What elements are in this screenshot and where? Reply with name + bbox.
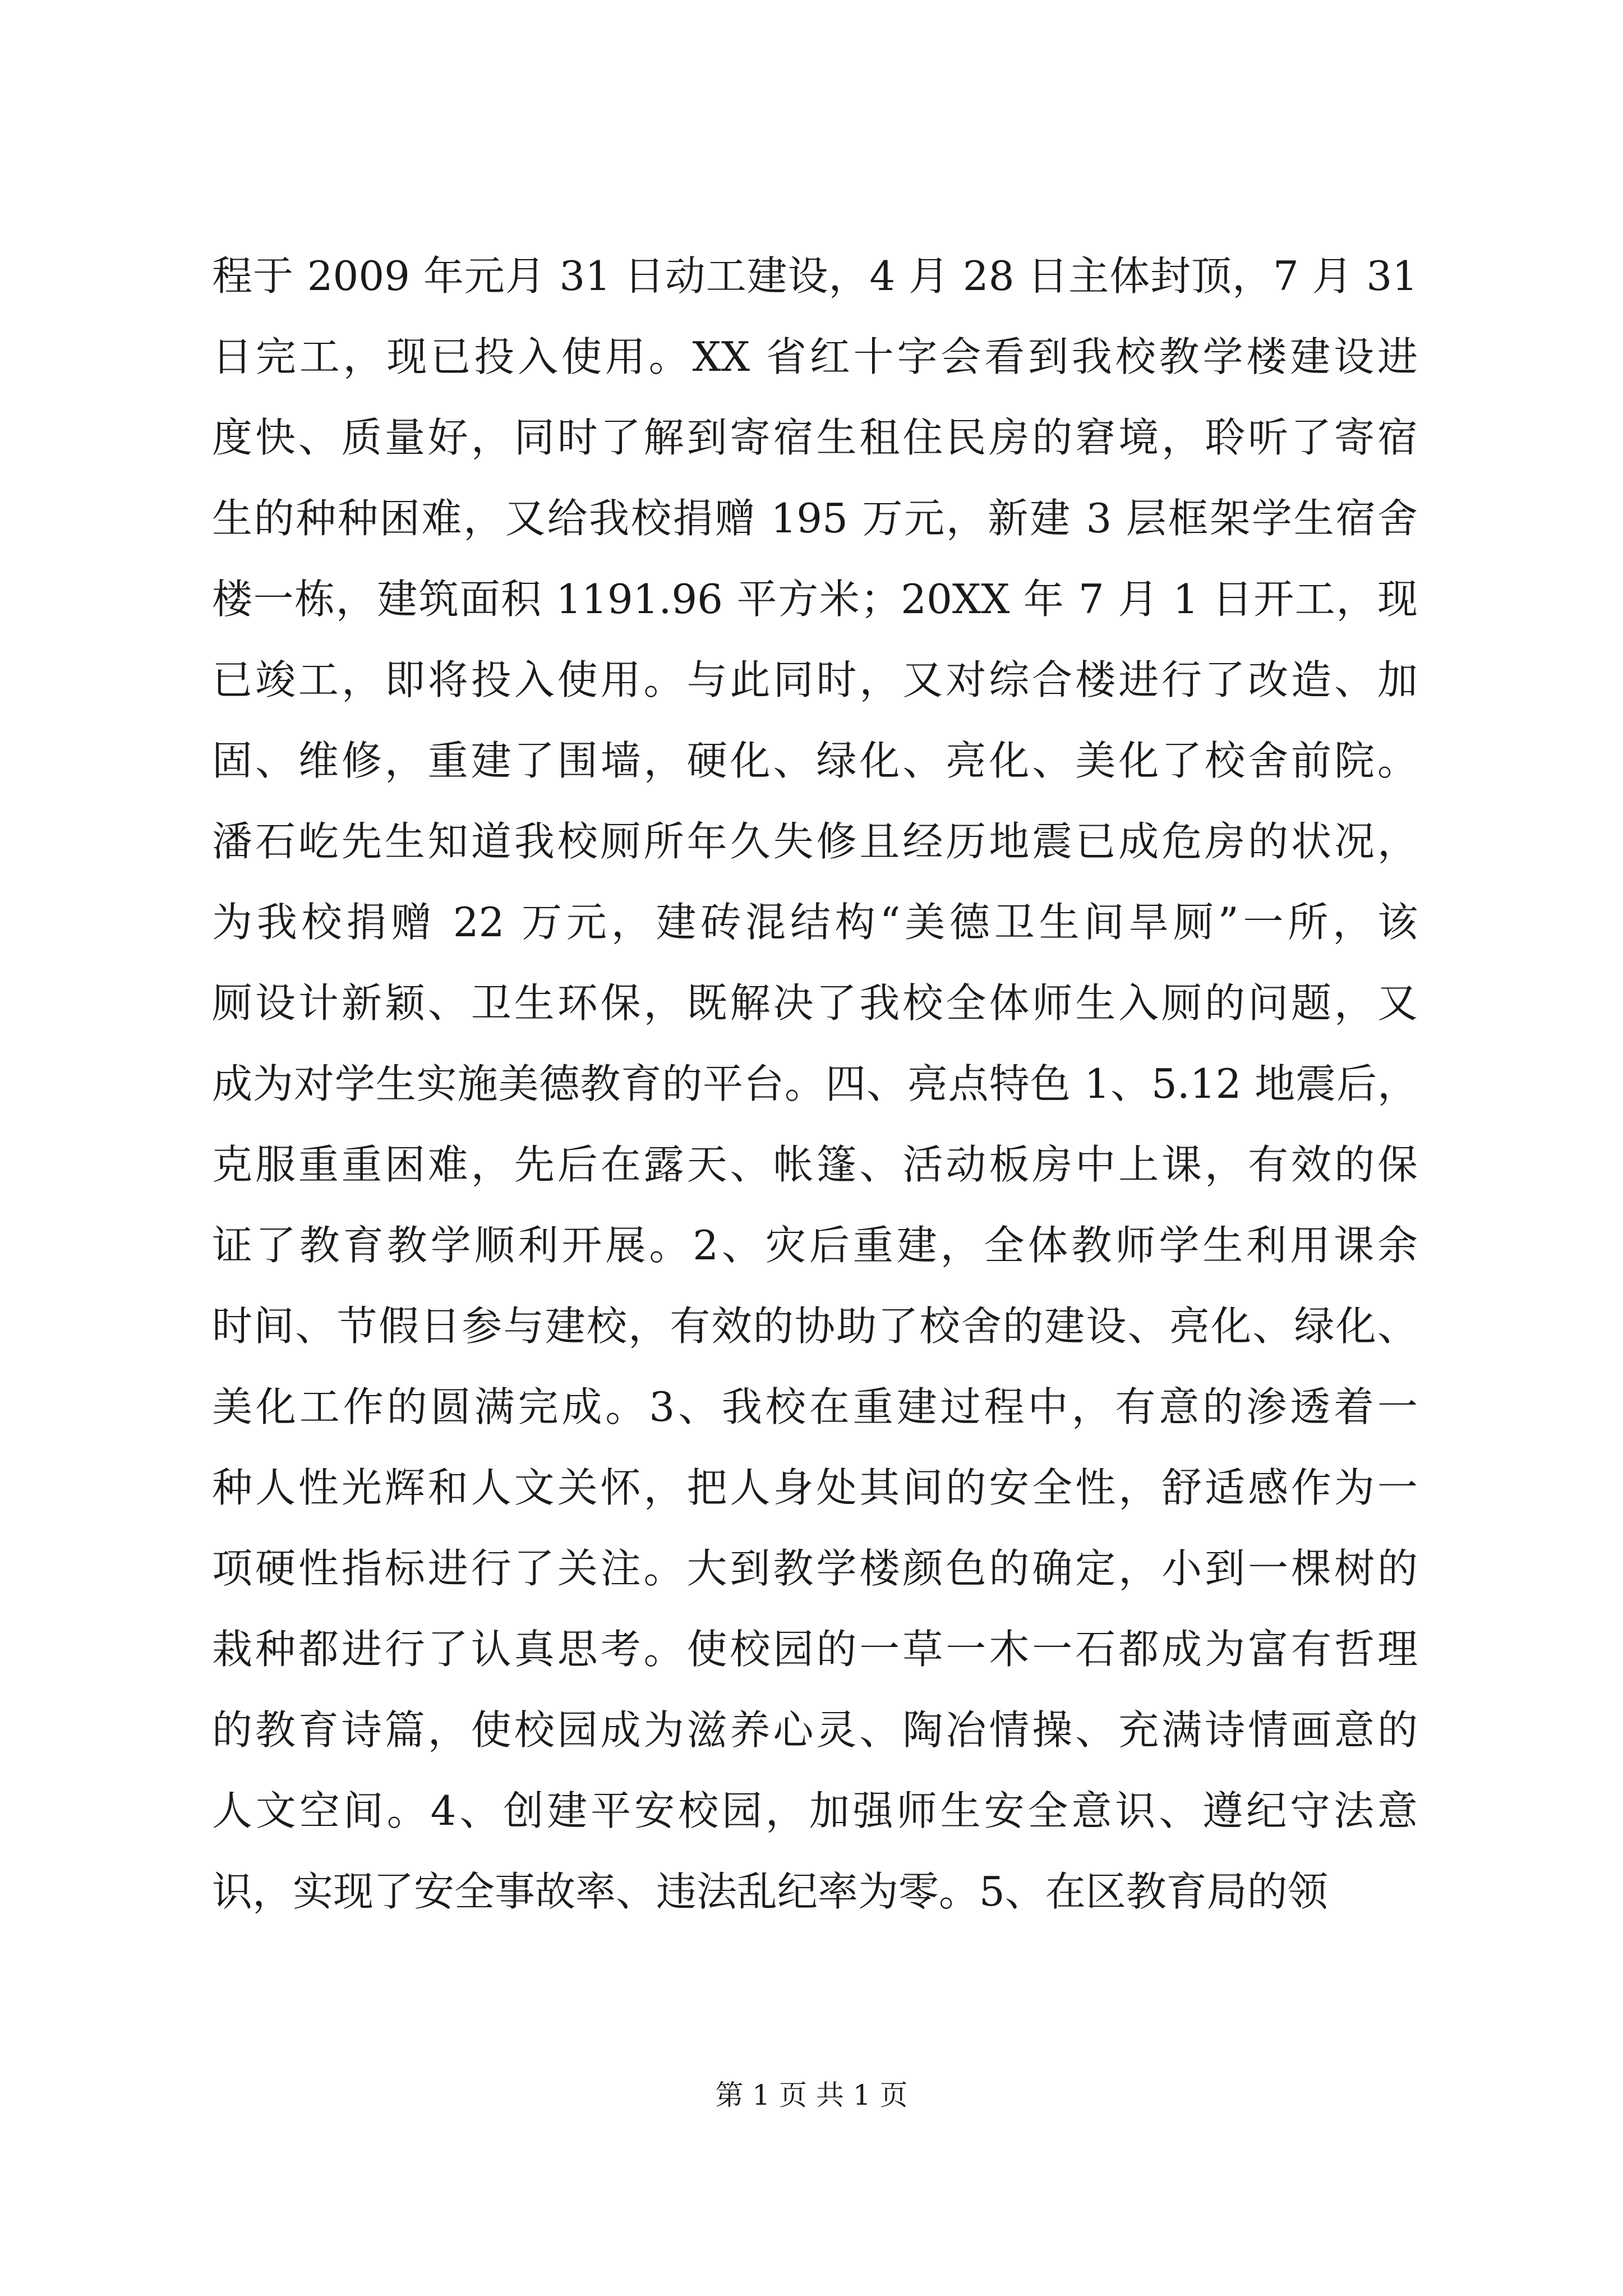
text-line: 已竣工，即将投入使用。与此同时，又对综合楼进行了改造、加 (212, 656, 1418, 703)
text-line: 固、维修，重建了围墙，硬化、绿化、亮化、美化了校舍前院。 (212, 737, 1418, 784)
text-line: 潘石屹先生知道我校厕所年久失修且经历地震已成危房的状况， (212, 818, 1418, 865)
text-line: 克服重重困难，先后在露天、帐篷、活动板房中上课，有效的保 (212, 1141, 1418, 1188)
text-line: 厕设计新颖、卫生环保，既解决了我校全体师生入厕的问题，又 (212, 979, 1418, 1027)
body-text (212, 236, 1418, 1932)
text-line: 项硬性指标进行了关注。大到教学楼颜色的确定，小到一棵树的 (212, 1545, 1418, 1592)
text-line: 日完工，现已投入使用。XX 省红十字会看到我校教学楼建设进 (212, 333, 1418, 380)
text-line: 证了教育教学顺利开展。2、灾后重建，全体教师学生利用课余 (212, 1222, 1418, 1269)
text-line: 美化工作的圆满完成。3、我校在重建过程中，有意的渗透着一 (212, 1383, 1418, 1430)
text-line: 生的种种困难，又给我校捐赠 195 万元，新建 3 层框架学生宿舍 (212, 495, 1418, 542)
page-footer (0, 2078, 1623, 2112)
text-line: 楼一栋，建筑面积 1191.96 平方米；20XX 年 7 月 1 日开工，现 (212, 576, 1418, 623)
text-line: 时间、节假日参与建校，有效的协助了校舍的建设、亮化、绿化、 (212, 1303, 1418, 1350)
text-line: 人文空间。4、创建平安校园，加强师生安全意识、遵纪守法意 (212, 1787, 1418, 1834)
text-line: 成为对学生实施美德教育的平台。四、亮点特色 1、5.12 地震后， (212, 1060, 1418, 1107)
text-line: 为我校捐赠 22 万元，建砖混结构“美德卫生间旱厕”一所，该 (212, 899, 1418, 946)
page-number-label: 第 1 页 共 1 页 (715, 2079, 908, 2111)
text-line: 栽种都进行了认真思考。使校园的一草一木一石都成为富有哲理 (212, 1626, 1418, 1673)
text-line: 种人性光辉和人文关怀，把人身处其间的安全性，舒适感作为一 (212, 1464, 1418, 1511)
text-line: 程于 2009 年元月 31 日动工建设，4 月 28 日主体封顶，7 月 31 (212, 252, 1418, 300)
text-line: 度快、质量好，同时了解到寄宿生租住民房的窘境，聆听了寄宿 (212, 414, 1418, 461)
text-line: 的教育诗篇，使校园成为滋养心灵、陶冶情操、充满诗情画意的 (212, 1706, 1418, 1754)
text-line: 识，实现了安全事故率、违法乱纪率为零。5、在区教育局的领 (212, 1868, 1328, 1915)
